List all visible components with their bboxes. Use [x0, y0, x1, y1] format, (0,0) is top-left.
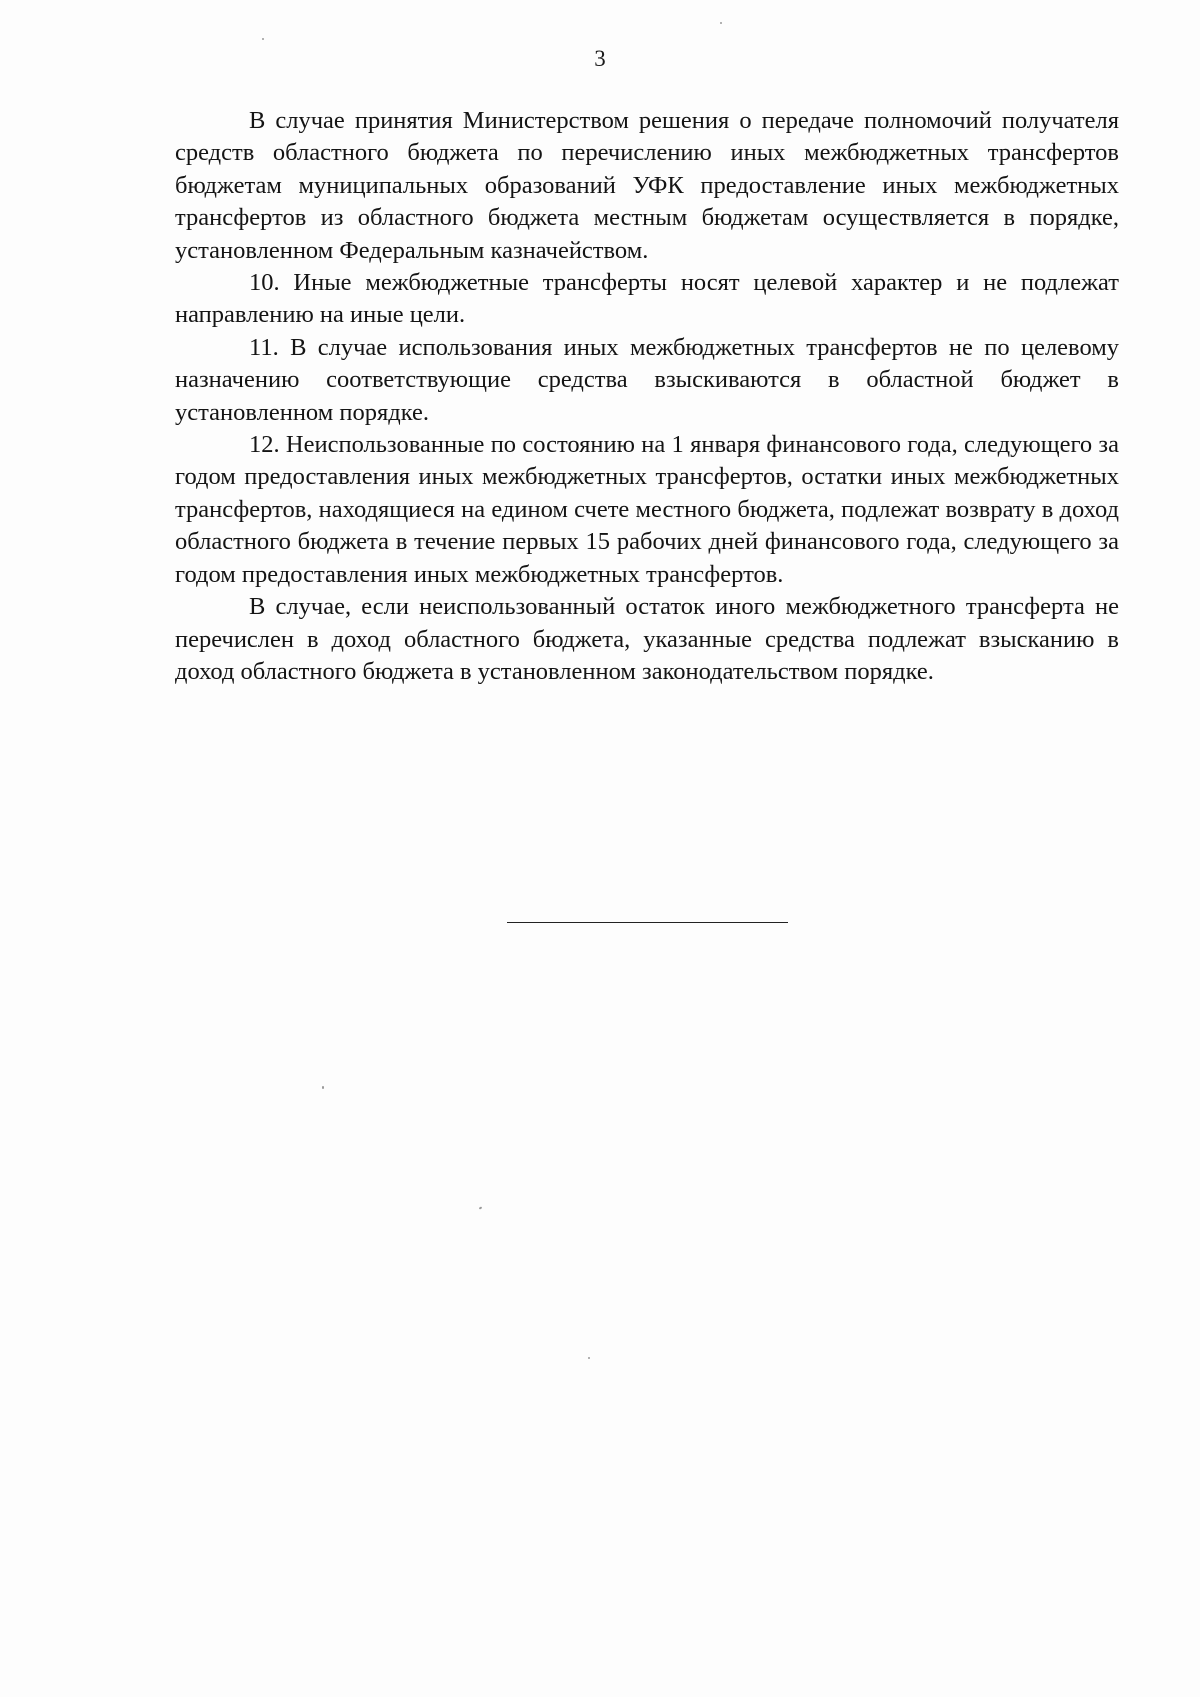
scan-speck [262, 38, 264, 40]
end-of-text-divider [507, 922, 788, 923]
page-number: 3 [594, 46, 606, 71]
paragraph-12-unused-balances: 12. Неиспользованные по состоянию на 1 января финансового года, следующего за годом предоставления иных межбюджетных трансфертов, остатки иных межбюджетных трансфертов, находящиеся на едином счете местного бюджета, подлежат возврату в доход областного бюджета в течение первых 15 рабочих дней финансового года, следующего за годом предоставления иных межбюджетных трансфертов. [175, 431, 1119, 588]
scan-speck [322, 1086, 324, 1089]
scan-speck [479, 1206, 483, 1209]
paragraph-transfer-of-powers: В случае принятия Министерством решения о передаче полномочий получателя средств областного бюджета по перечислению иных межбюджетных трансфертов бюджетам муниципальных образований УФК предоставление иных межбюджетных трансфертов из областного бюджета местным бюджетам осуществляется в порядке, установленном Федеральным казначейством. [175, 107, 1119, 264]
paragraph-10-targeted-nature: 10. Иные межбюджетные трансферты носят целевой характер и не подлежат направлению на иные цели. [175, 269, 1119, 329]
scan-speck [588, 1357, 590, 1359]
document-body [175, 105, 1119, 688]
paragraph-unreturned-balance: В случае, если неиспользованный остаток иного межбюджетного трансферта не перечислен в доход областного бюджета, указанные средства подлежат взысканию в доход областного бюджета в установленном законодательством порядке. [175, 593, 1119, 685]
paragraph-11-misuse-recovery: 11. В случае использования иных межбюджетных трансфертов не по целевому назначению соответствующие средства взыскиваются в областной бюджет в установленном порядке. [175, 333, 1119, 426]
scan-speck [720, 22, 722, 24]
